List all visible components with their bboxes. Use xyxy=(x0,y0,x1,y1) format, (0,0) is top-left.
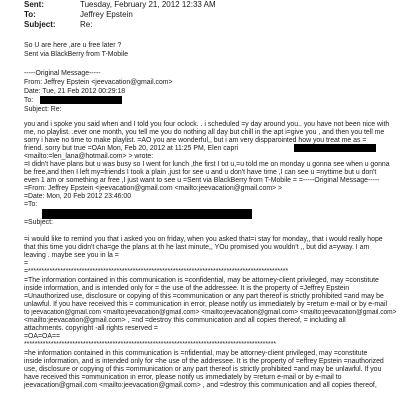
redaction-box xyxy=(294,144,376,152)
body-line: =he information contained in this communication is =nfidential, may be attorney-client privileged, may =constitute xyxy=(24,350,368,357)
body-line: be free,and then I left my=friends I took a plain ,just for see u and u don't have time ,I can see u =nyttime but u don't xyxy=(24,169,377,176)
body-line: =I didn't have plans but u was busy so I went for lunch ,the first I txt u,=u told me on monday u gonna see when u gonna xyxy=(24,161,390,168)
body-line: use, disclosure or copying of this =ommunication or any part thereof is strictly prohibited =and may be unlawful. If you xyxy=(24,366,382,373)
sent-row xyxy=(24,0,216,10)
redaction-box xyxy=(40,96,122,104)
subject-label: Subject: xyxy=(24,20,56,29)
body-line: =To: xyxy=(24,201,38,208)
to-line: To: xyxy=(24,97,34,104)
body-line: ********************************************************************************************** xyxy=(24,341,277,348)
body-line: =i would like to remind you that i asked you on friday, when you asked that=i stay for monday,, that i would really hope xyxy=(24,236,383,243)
body-line: =Date: Mon, 20 Feb 2012 23:46:00 xyxy=(24,193,132,200)
subject-row xyxy=(24,20,92,30)
message-line: So U are here ,are u free later ? xyxy=(24,42,122,49)
body-line: attachments. copyright -all rights reserved = xyxy=(24,325,158,332)
body-line: unlawful. If you have received this = communication in error, please notify us immediately by =return e-mail or by e-mail xyxy=(24,301,388,308)
subject-value: Re: xyxy=(80,20,93,29)
body-line: friend. sorry but true =OAn Mon, Feb 20, 2012 at 11:25 PM, Elen capri xyxy=(24,145,239,152)
body-line: =The information contained in this communication is =confidential, may be attorney-client privileged, may =constitute xyxy=(24,277,379,284)
body-line: <mailto:=len_lana@hotmail.com> > wrote: xyxy=(24,153,154,160)
body-line: <mailto:jeevacation@gmail.com> , =nd =destroy this communication and all copies thereof, = including all xyxy=(24,317,346,324)
sent-label: Sent: xyxy=(24,0,44,9)
body-line: that this time you didn't cha=ge the plans at th he last minute,, YOu promised you wouldn't ,, but did a=yway. I am xyxy=(24,244,370,251)
from-line: From: Jeffrey Epstein <jeevacation@gmail.com> xyxy=(24,79,173,86)
body-line: sorry i have no time to make playlist. =AO you are wonderful,, but i am very dispparointed how you treat me as = xyxy=(24,137,367,144)
date-line: Date: Tue, 21 Feb 2012 00:29:18 xyxy=(24,88,126,95)
body-line: leaving . maybe see you in la = xyxy=(24,252,119,259)
body-line: even 1 am or something ar free ,I just want to see u =Sent via BlackBerry from T-Mobile = =-----Original Message----- xyxy=(24,177,380,184)
original-message-divider: -----Original Message----- xyxy=(24,70,101,77)
body-line: you and i spoke you said when and I told you four oclock. . i scheduled =y day around you.. you have not been nice with xyxy=(24,121,390,128)
body-line: =Unauthorized use, disclosure or copying of this =communication or any part thereof is strictly prohibited =and may be xyxy=(24,293,384,300)
to-label: To: xyxy=(24,10,36,19)
body-line: inside information, and is intended only for = the use of the addressee. It is the property of =Jeffrey Epstein xyxy=(24,285,350,292)
body-line: = xyxy=(24,260,29,267)
body-line: me, no playlist. .ever one month, you tell me you do nothing all day but chill in the apt i=give you , and then you tell me xyxy=(24,129,385,136)
subject-line: Subject: Re: xyxy=(24,106,62,113)
body-line: to jeevacation@gmail.com <mailto:jeevacation@gmail.com> <mailto:jeevacation@gmail.com> <mailto:jeevacation@gmail.com> xyxy=(24,309,397,316)
body-line: =************************************************************************************************* xyxy=(24,268,289,275)
to-value: Jeffrey Epstein xyxy=(80,10,133,19)
body-line: =From: Jeffrey Epstein <jeevacation@gmail.com <mailto:jeevacation@gmail.com> > xyxy=(24,185,283,192)
body-line: have received this =ommunication in error, please notify us immediately by =return e-mail or by e-mail to xyxy=(24,374,342,381)
body-line: inside information, and is intended only for =he use of the addressee. It is the property of =effrey Epstein =nauthorized xyxy=(24,358,384,365)
body-line: jeevacation@gmail.com <mailto:jeevacation@gmail.com> , and =destroy this communication and all copies thereof, xyxy=(24,382,377,389)
signature-line: Sent via BlackBerry from T-Mobile xyxy=(24,51,129,58)
body-line: =OA=OA== xyxy=(24,333,61,340)
redaction-box xyxy=(42,209,252,219)
body-line: =Subject: xyxy=(24,219,53,226)
sent-value: Tuesday, February 21, 2012 12:33 AM xyxy=(80,0,216,9)
to-row xyxy=(24,10,133,20)
